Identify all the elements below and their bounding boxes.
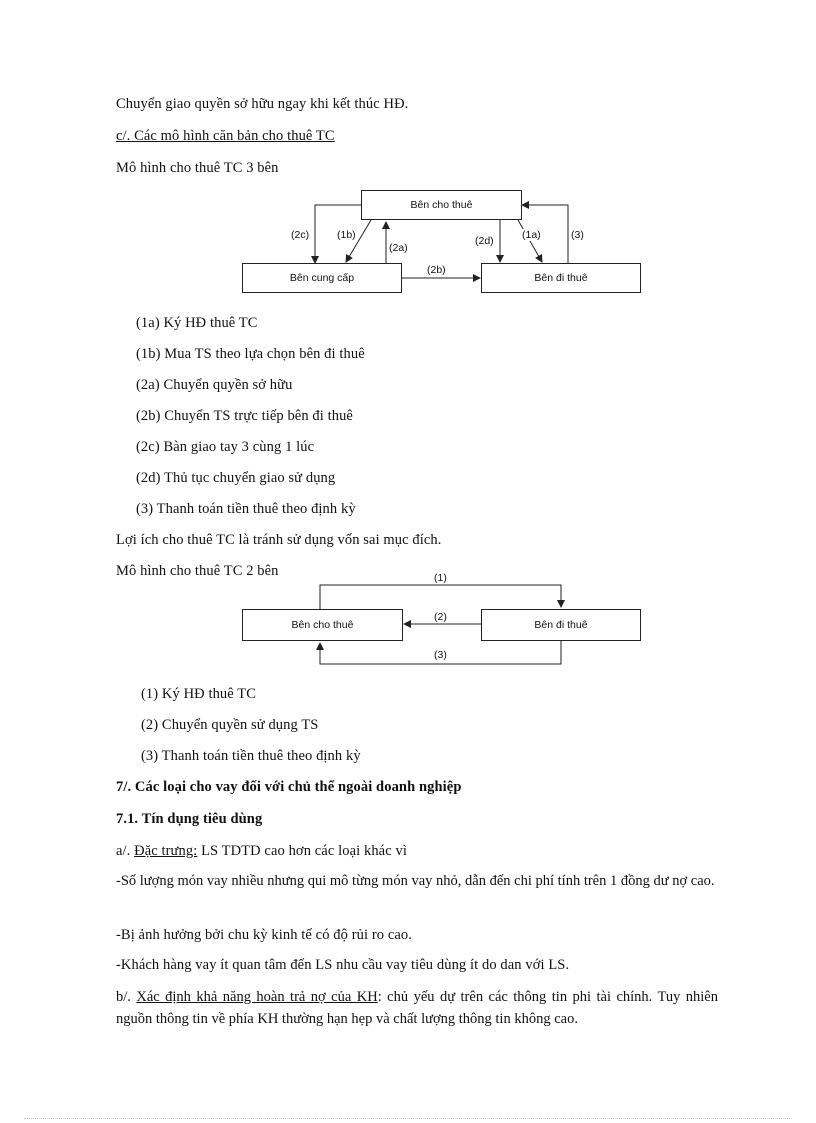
list-item: (3) Thanh toán tiền thuê theo định kỳ (141, 748, 361, 764)
section-heading-7-1: 7.1. Tín dụng tiêu dùng (116, 811, 263, 827)
list-item: (1b) Mua TS theo lựa chọn bên đi thuê (136, 346, 365, 362)
label-2a: (2a) (389, 242, 408, 254)
label-3: (3) (571, 229, 584, 241)
list-item: (2d) Thủ tục chuyển giao sử dụng (136, 470, 336, 486)
paragraph-loan-volume: -Số lượng món vay nhiều nhưng qui mô từng món vay nhỏ, dẫn đến chi phí tính trên 1 đồng dư nợ cao. (116, 873, 715, 889)
paragraph-a (116, 842, 407, 860)
box-lessor-2: Bên cho thuê (242, 609, 403, 641)
paragraph-a-text: LS TDTD cao hơn các loại khác vì (197, 843, 407, 859)
label-3-two: (3) (434, 649, 447, 661)
paragraph-b (116, 986, 718, 1030)
box-lessee: Bên đi thuê (481, 263, 641, 293)
box-lessee-2: Bên đi thuê (481, 609, 641, 641)
paragraph-a-prefix: a/. (116, 843, 135, 859)
paragraph-economic-cycle: -Bị ảnh hưởng bởi chu kỳ kinh tế có độ rủi ro cao. (116, 927, 412, 943)
heading-basic-models: c/. Các mô hình căn bản cho thuê TC (116, 128, 335, 144)
paragraph-customer-interest: -Khách hàng vay ít quan tâm đến LS nhu cầu vay tiêu dùng ít do dan với LS. (116, 957, 570, 973)
section-heading-7: 7/. Các loại cho vay đối với chủ thể ngoài doanh nghiệp (116, 779, 462, 795)
paragraph-b-text: : chủ yếu dự trên các thông tin phi tài chính. Tuy nhiên nguồn thông tin về phía KH thường hạn hẹp và chất lượng thông tin không cao. (116, 989, 718, 1027)
list-item: (3) Thanh toán tiền thuê theo định kỳ (136, 501, 356, 517)
text-benefit: Lợi ích cho thuê TC là tránh sử dụng vốn sai mục đích. (116, 532, 442, 548)
label-2d: (2d) (475, 235, 494, 247)
list-item: (2c) Bàn giao tay 3 cùng 1 lúc (136, 439, 315, 455)
label-2b: (2b) (427, 264, 446, 276)
list-item: (2b) Chuyển TS trực tiếp bên đi thuê (136, 408, 353, 424)
label-1a: (1a) (522, 229, 541, 241)
box-lessor: Bên cho thuê (361, 190, 522, 220)
text-transfer-ownership: Chuyển giao quyền sở hữu ngay khi kết thúc HĐ. (116, 96, 409, 112)
list-item: (1) Ký HĐ thuê TC (141, 686, 257, 702)
label-1: (1) (434, 572, 447, 584)
paragraph-b-prefix: b/. (116, 989, 137, 1005)
list-item: (1a) Ký HĐ thuê TC (136, 315, 258, 331)
label-2c: (2c) (291, 229, 310, 241)
heading-three-party-model: Mô hình cho thuê TC 3 bên (116, 160, 279, 176)
list-item: (2a) Chuyển quyền sở hữu (136, 377, 293, 393)
list-item: (2) Chuyển quyền sử dụng TS (141, 717, 319, 733)
paragraph-b-term: Xác định khả năng hoàn trả nợ của KH (136, 989, 378, 1005)
paragraph-a-term: Đặc trưng: (134, 843, 198, 859)
box-supplier: Bên cung cấp (242, 263, 402, 293)
heading-two-party-model: Mô hình cho thuê TC 2 bên (116, 563, 279, 579)
label-2: (2) (434, 611, 447, 623)
label-1b: (1b) (337, 229, 356, 241)
page-footer-divider (24, 1118, 792, 1119)
